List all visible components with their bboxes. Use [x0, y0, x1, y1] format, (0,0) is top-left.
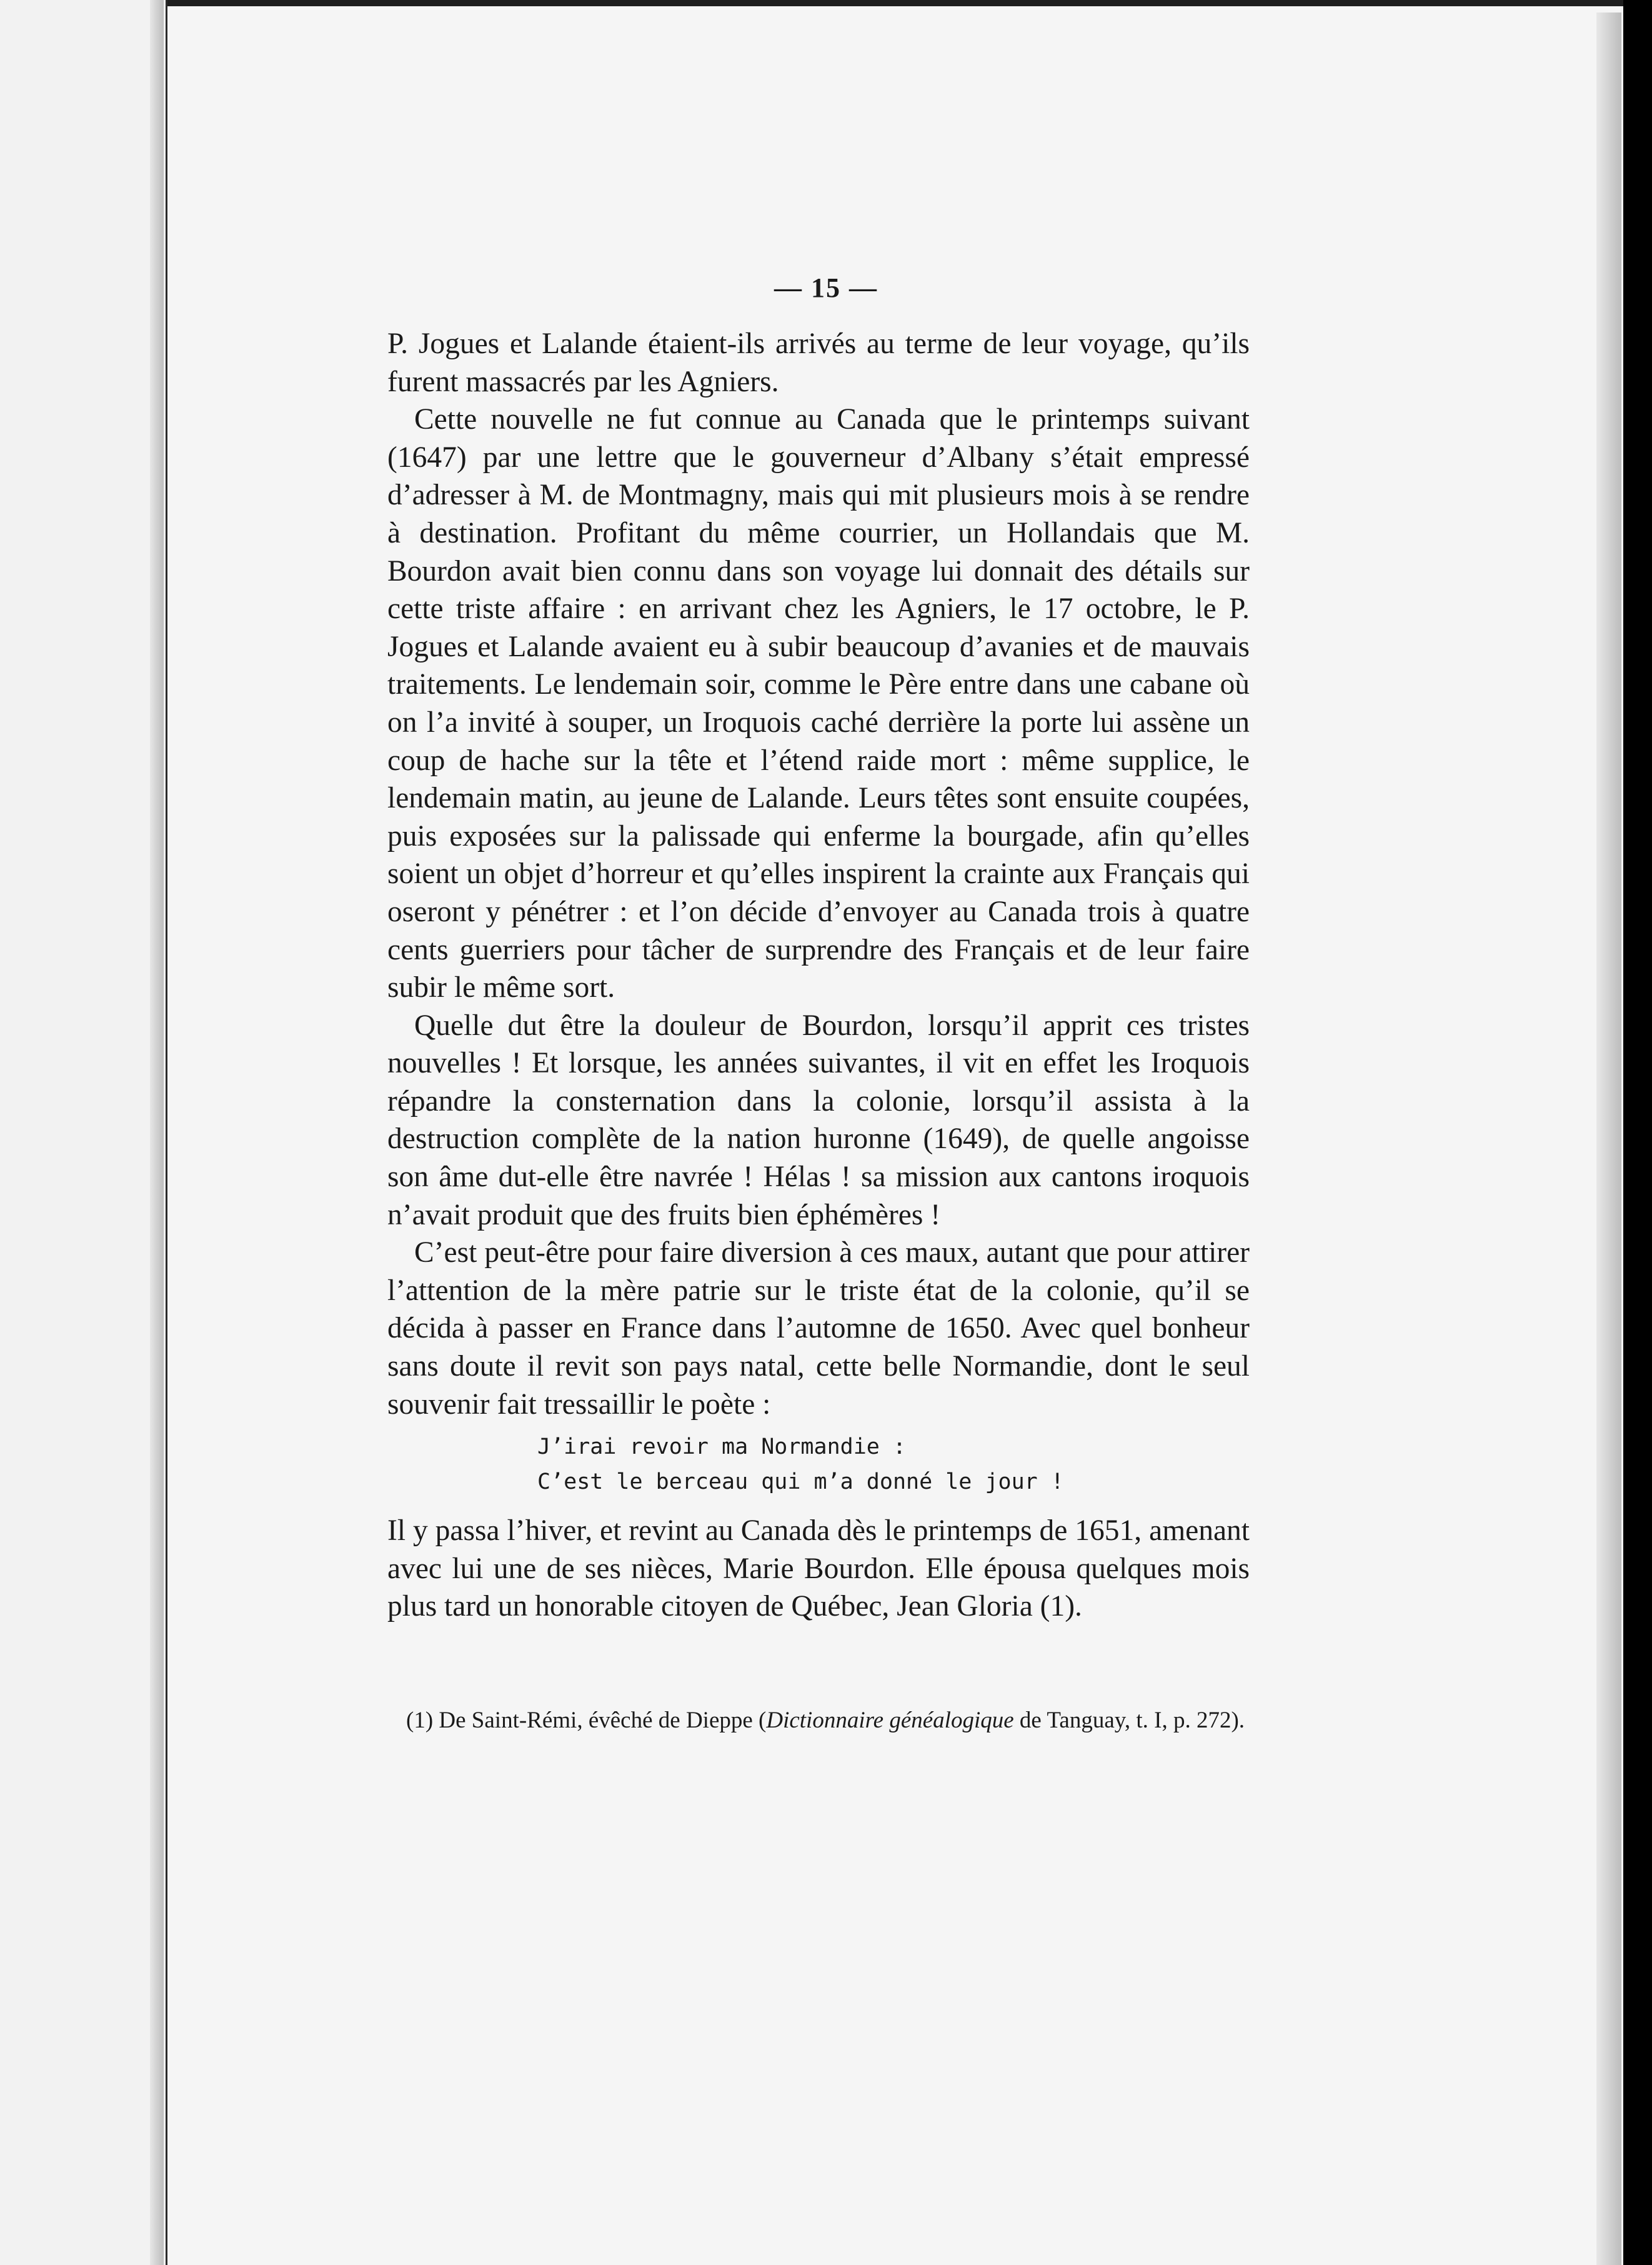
page-number: — 15 — [774, 272, 878, 303]
footnote-text-start: (1) De Saint-Rémi, évêché de Dieppe ( [406, 1708, 767, 1733]
paragraph-2: Cette nouvelle ne fut connue au Canada que le printemps suivant (1647) par une lettre que le gouverneur d’Albany s’était empressé d’adresser à M. de Montmagny, mais qui mit plusieurs mois à se rendre à destination. Profitant du même courrier, un Hollandais que M. Bourdon avait bien connu dans son voyage lui donnait des détails sur cette triste affaire : en arrivant chez les Agniers, le 17 octobre, le P. Jogues et Lalande avaient eu à subir beaucoup d’avanies et de mauvais traitements. Le lendemain soir, comme le Père entre dans une cabane où on l’a invité à souper, un Iroquois caché derrière la porte lui assène un coup de hache sur la tête et l’étend raide mort : même supplice, le lendemain matin, au jeune de Lalande. Leurs têtes sont ensuite coupées, puis exposées sur la palissade qui enferme la bourgade, afin qu’elles soient un objet d’horreur et qu’elles inspirent la crainte aux Français qui oseront y pénétrer : et l’on décide d’envoyer au Canada trois à quatre cents guerriers pour tâcher de surprendre des Français et de leur faire subir le même sort. [387, 403, 1250, 1004]
footnote-cited-title: Dictionnaire généalogique [766, 1708, 1014, 1733]
scan-top-border [167, 0, 1623, 6]
paragraph-1: P. Jogues et Lalande étaient-ils arrivés au terme de leur voyage, qu’ils furent massacrés par les Agniers. [387, 328, 1250, 398]
body-text [387, 325, 1250, 1626]
previous-page-edge [0, 0, 168, 2265]
footnote [387, 1703, 1250, 1738]
paragraph-5: Il y passa l’hiver, et revint au Canada dès le printemps de 1651, amenant avec lui une de ses nièces, Marie Bourdon. Elle épousa quelques mois plus tard un honorable citoyen de Québec, Jean Gloria (1). [387, 1514, 1250, 1623]
page-fore-edge [1596, 12, 1621, 2265]
paragraph-4: C’est peut-être pour faire diversion à ces maux, autant que pour attirer l’attention de la mère patrie sur le triste état de la colonie, qu’il se décida à passer en France dans l’automne de 1650. Avec quel bonheur sans doute il revit son pays natal, cette belle Normandie, dont le seul souvenir fait tressaillir le poète : [387, 1236, 1250, 1421]
verse-line-1: J’irai revoir ma Normandie : [537, 1434, 907, 1460]
paragraph-3: Quelle dut être la douleur de Bourdon, lorsqu’il apprit ces tristes nouvelles ! Et lorsque, les années suivantes, il vit en effet les Iroquois répandre la consternation dans la colonie, lorsqu’il assista à la destruction complète de la nation huronne (1649), de quelle angoisse son âme dut-elle être navrée ! Hélas ! sa mission aux cantons iroquois n’avait produit que des fruits bien éphémères ! [387, 1009, 1250, 1231]
footnote-text-end: de Tanguay, t. I, p. 272). [1013, 1708, 1245, 1733]
verse-quote [537, 1429, 1250, 1499]
verse-line-2: C’est le berceau qui m’a donné le jour ! [537, 1469, 1064, 1495]
